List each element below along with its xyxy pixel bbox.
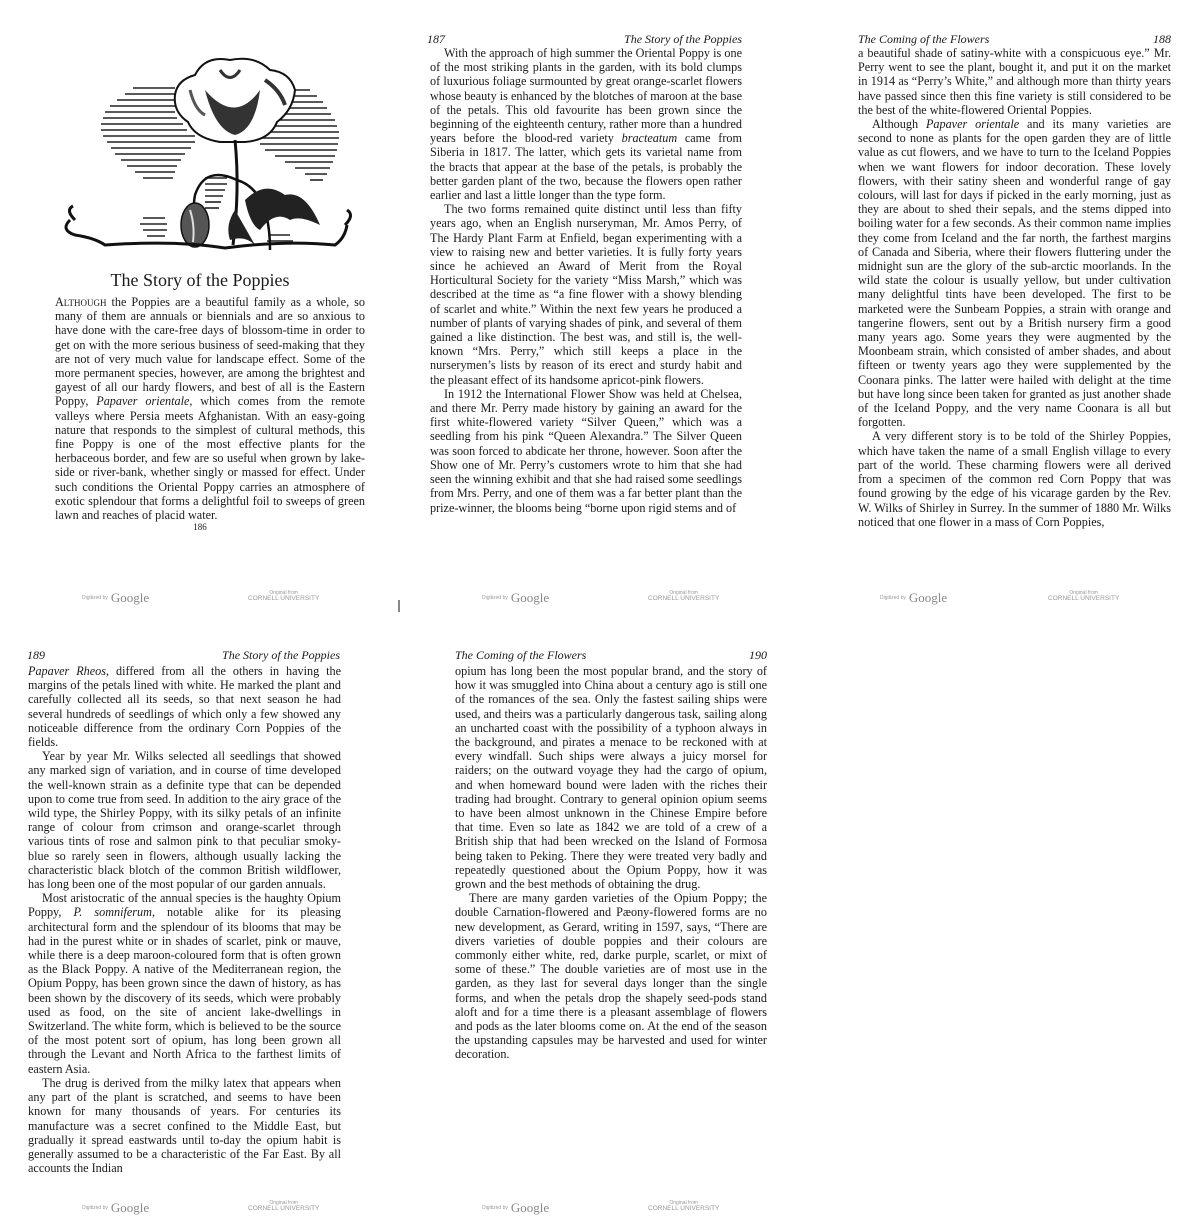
running-header — [858, 32, 1171, 47]
page-number: 189 — [27, 648, 45, 662]
original-from-label: Original from — [669, 590, 698, 596]
page-187-body — [430, 46, 742, 515]
paragraph-text: With the approach of high summer the Oriental Poppy is one of the most striking plants in the garden, with its bold clumps of luxurious foliage surmounted by great orange-scarlet flowers whose beauty is enhanced by the blotches of maroon at the base of the petals. This old favourite has been grown since the beginning of the eighteenth century, rather more than a hundred years before the blood-red variety — [430, 46, 742, 146]
page-number: 190 — [749, 648, 767, 662]
paragraph-text: , notable alike for its pleasing architectural form and the splendour of its blooms that may be had in the purest white or in shades of scarlet, pink or mauve, while there is a deep maroon-coloured form that is often grown as the Black Poppy. A native of the Mediterranean region, the Opium Poppy, has been grown since the dawn of history, as has been shown by the discovery of its seeds, which were probably used as food, on the site of ancient lake-dwellings in Switzerland. The white form, which is believed to be the source of the most potent sort of opium, has long been grown all through the Levant and North Africa to the farthest limits of eastern Asia. — [28, 905, 341, 1076]
digitized-label: Digitized by — [880, 595, 906, 601]
paragraph-text: Year by year Mr. Wilks selected all seedlings that showed any marked sign of variation, and in course of time developed the well-known strain as a definite type that can be depended upon to come true from seed. In addition to the airy grace of the wild type, the Shirley Poppy, with its silky petals of an infinite range of colour from crimson and orange-scarlet through various tints of rose and salmon pink to that peculiar smoky-blue so rarely seen in flowers, although usually lacking the characteristic black blotch of the common British wildflower, has long been one of the most popular of our garden annuals. — [28, 749, 341, 892]
digitized-label: Digitized by — [82, 1205, 108, 1211]
digitized-label: Digitized by — [82, 595, 108, 601]
running-header — [455, 648, 767, 663]
google-watermark — [482, 590, 549, 606]
university-label: CORNELL UNIVERSITY — [1048, 595, 1120, 602]
paragraph — [858, 46, 1171, 117]
paragraph-text: , differed from all the others in having the margins of the petals lined with white. He marked the plant and carefully collected all its seeds, so that next season he had several hundreds of seedlings of which only a few showed any noticeable difference from the ordinary Corn Poppies of the fields. — [28, 664, 341, 750]
running-head-title: The Story of the Poppies — [624, 32, 742, 46]
paragraph-text: A very different story is to be told of the Shirley Poppies, which have taken the name of a small English village to every part of the world. These charming flowers were all derived from a specimen of the common red Corn Poppy that was found growing by the edge of his vicarage garden by the Rev. W. Wilks of Shirley in Surrey. In the summer of 1880 Mr. Wilks noticed that one flower in a mass of Corn Poppies, — [858, 429, 1171, 529]
paragraph-text: opium has long been the most popular brand, and the story of how it was smuggled into China about a century ago is still one of the romances of the sea. Only the fastest sailing ships were used, and theirs was a particularly dangerous task, sailing along an uncharted coast with the possibility of a typhoon always in the background, and pirates a menace to be reckoned with at every windfall. Such ships were always a juicy morsel for raiders; on the outward voyage they had the cargo of opium, and when homeward bound were laden with the riches their trading had brought. Contrary to general opinion opium seems to have been almost unknown in the Chinese Empire before that time. Even so late as 1842 we are told of a crew of a British ship that had been wrecked on the Island of Formosa being taken to Peking. There they were treated very badly and repeatedly questioned about the Opium Poppy, how it was grown and the best methods of obtaining the drug. — [455, 664, 767, 892]
page-number: 188 — [1153, 32, 1171, 46]
page-folio: 186 — [193, 522, 207, 532]
paragraph — [28, 664, 341, 749]
page-186 — [0, 0, 400, 610]
cornell-watermark — [248, 1200, 319, 1212]
google-watermark — [482, 1200, 549, 1216]
paragraph — [858, 429, 1171, 528]
page-188 — [800, 0, 1200, 610]
original-from-label: Original from — [269, 1200, 298, 1206]
google-watermark — [82, 1200, 149, 1216]
paragraph — [430, 202, 742, 387]
page-186-body — [55, 295, 365, 522]
paragraph — [28, 1076, 341, 1175]
paragraph-text: In 1912 the International Flower Show was held at Chelsea, and there Mr. Perry made history by gaining an award for the first white-flowered variety “Silver Queen,” which was a seedling from his pink “Queen Alexandra.” The Silver Queen was soon forced to abdicate her throne, however. Soon after the Show one of Mr. Perry’s customers wrote to him that she had seen the winning exhibit and that she had raised some seedlings from Mrs. Perry, and one of them was a far better plant than the prize-winner, the blooms being “borne upon rigid stems and of — [430, 386, 742, 515]
paragraph — [455, 891, 767, 1061]
running-head-title: The Story of the Poppies — [222, 648, 340, 662]
running-header — [27, 648, 340, 663]
italic-term: Papaver orientale — [925, 117, 1020, 132]
paragraph-text: The drug is derived from the milky latex that appears when any part of the plant is scratched, and seems to have been known for many thousands of years. For centuries its manufacture was a secret confined to the Middle East, but gradually it spread eastwards until to-day the opium habit is generally assumed to be a characteristic of the Far East. By all accounts the Indian — [28, 1075, 341, 1176]
page-number: 187 — [427, 32, 445, 46]
paragraph-text: Most aristocratic of the annual species is the haughty Opium Poppy, — [28, 891, 341, 920]
paragraph — [455, 664, 767, 891]
paragraph — [55, 295, 365, 522]
google-logo: Google — [510, 590, 550, 605]
poppy-illustration-icon — [55, 30, 355, 250]
google-watermark — [82, 590, 149, 606]
paragraph-text: and its many varieties are second to none as plants for the open garden they are of little value as cut flowers, and we have to turn to the Iceland Poppies when we want flowers for indoor decoration. These lovely flowers, with their satiny sheen and wonderful range of gay colours, will last for days if picked in the early morning, just as they are about to shed their sepals, and the stems dipped into boiling water for a few seconds. As their common name implies they come from Iceland and the far north, the farthest margins of Canada and Siberia, where their flowers fluttering under the midnight sun are the glory of the sub-arctic moorlands. In the wild state the colour is usually yellow, but under cultivation many delightful tints have been developed. The first to be marketed were the Sunbeam Poppies, a strain with orange and tangerine flowers, sent out by a British nursery firm a good many years ago. Some years they were augmented by the Moonbeam strain, which consisted of amber shades, and about fifteen or twenty years ago they were supplemented by the Coonara pinks. The latter were hailed with delight at the time but have long since been taken for granted as just another shade of the Iceland Poppy, and the very name Coonara is all but forgotten. — [858, 117, 1172, 430]
google-watermark — [880, 590, 947, 606]
page-189-body — [28, 664, 341, 1175]
italic-term: Papaver orientale — [96, 394, 190, 409]
google-logo: Google — [908, 590, 948, 605]
paragraph-text: , which comes from the remote valleys where Persia meets Afghanistan. With an easy-going nature that responds to the simplest of cultural methods, this fine Poppy is one of the most effective plants for the herbaceous border, and few are so useful when grown by lake-side or river-bank, whether singly or massed for effect. Under such conditions the Oriental Poppy carries an atmosphere of exotic splendour that forms a delightful foil to sweeps of green lawn and reaches of placid water. — [55, 394, 365, 523]
running-head-title: The Coming of the Flowers — [858, 32, 990, 46]
running-header — [427, 32, 742, 47]
google-logo: Google — [110, 1200, 150, 1215]
google-logo: Google — [510, 1200, 550, 1215]
italic-term: bracteatum — [621, 131, 678, 146]
digitized-label: Digitized by — [482, 595, 508, 601]
paragraph — [28, 749, 341, 891]
university-label: CORNELL UNIVERSITY — [648, 595, 720, 602]
paragraph-text: the Poppies are a beautiful family as a whole, so many of them are annuals or biennials and are so anxious to have done with the care-free days of blossom-time in order to get on with the more serious business of seed-making that they are not of very much value for landscape effect. Some of the more permanent species, however, are among the brightest and gayest of all our hardy flowers, and best of all is the Eastern Poppy, — [55, 295, 365, 409]
running-head-title: The Coming of the Flowers — [455, 648, 587, 662]
cornell-watermark — [1048, 590, 1119, 602]
page-189 — [0, 640, 400, 1217]
paragraph — [430, 46, 742, 202]
cornell-watermark — [648, 1200, 719, 1212]
paragraph-text: a beautiful shade of satiny-white with a conspicuous eye.” Mr. Perry went to see the plant, bought it, and put it on the market in 1914 as “Perry’s White,” and although more than thirty years have passed since then this fine variety is still considered to be the best of the white-flowered Oriental Poppies. — [858, 46, 1171, 117]
paragraph — [28, 891, 341, 1076]
chapter-title: The Story of the Poppies — [110, 270, 290, 290]
page-187 — [400, 0, 800, 610]
italic-term: P. somniferum — [73, 905, 152, 920]
drop-cap-lead: Although — [55, 295, 107, 309]
page-190-body — [455, 664, 767, 1062]
university-label: CORNELL UNIVERSITY — [648, 1205, 720, 1212]
paragraph — [430, 387, 742, 515]
paragraph-text: came from Siberia in 1817. The latter, which gets its varietal name from the bracts that appear at the base of the petals, is probably the better garden plant of the two, because the flowers open rather earlier and last a little longer than the type form. — [430, 131, 742, 203]
cornell-watermark — [248, 590, 319, 602]
page-190 — [400, 640, 800, 1217]
paragraph-text: There are many garden varieties of the Opium Poppy; the double Carnation-flowered and Pæony-flowered forms are no new development, as Gerard, writing in 1597, says, “There are divers varieties of double poppies and their colours are commonly either white, red, darke purple, scarlet, or mixt of some of these.” The double varieties are of most use in the garden, as they last for several days longer than the single forms, and when the petals drop the shapely seed-pods stand aloft and for a time there is a pleasant assemblage of flowers and pods as the later blooms come on. At the end of the season the upstanding capsules may be harvested and used for winter decoration. — [455, 891, 767, 1062]
google-logo: Google — [110, 590, 150, 605]
digitized-label: Digitized by — [482, 1205, 508, 1211]
italic-term: Papaver Rheos — [28, 664, 107, 678]
cornell-watermark — [648, 590, 719, 602]
original-from-label: Original from — [669, 1200, 698, 1206]
page-188-body — [858, 46, 1171, 529]
university-label: CORNELL UNIVERSITY — [248, 595, 320, 602]
original-from-label: Original from — [269, 590, 298, 596]
paragraph-text: Although — [872, 117, 926, 132]
paragraph-text: The two forms remained quite distinct until less than fifty years ago, when an English nurseryman, Mr. Amos Perry, of The Hardy Plant Farm at Enfield, began experimenting with a view to raising new and better varieties. It is fully forty years since he achieved an Award of Merit from the Royal Horticultural Society for the variety “Miss Marsh,” which was described at the time as “a fine flower with a showy blending of scarlet and white.” Within the next few years he produced a number of plants of varying shades of pink, and several of them gained a like distinction. The best was, and still is, the well-known “Mrs. Perry,” which still keeps a place in the nurserymen’s lists by reason of its erect and sturdy habit and the pleasant effect of its handsome apricot-pink flowers. — [430, 202, 742, 387]
original-from-label: Original from — [1069, 590, 1098, 596]
paragraph — [858, 117, 1171, 429]
university-label: CORNELL UNIVERSITY — [248, 1205, 320, 1212]
